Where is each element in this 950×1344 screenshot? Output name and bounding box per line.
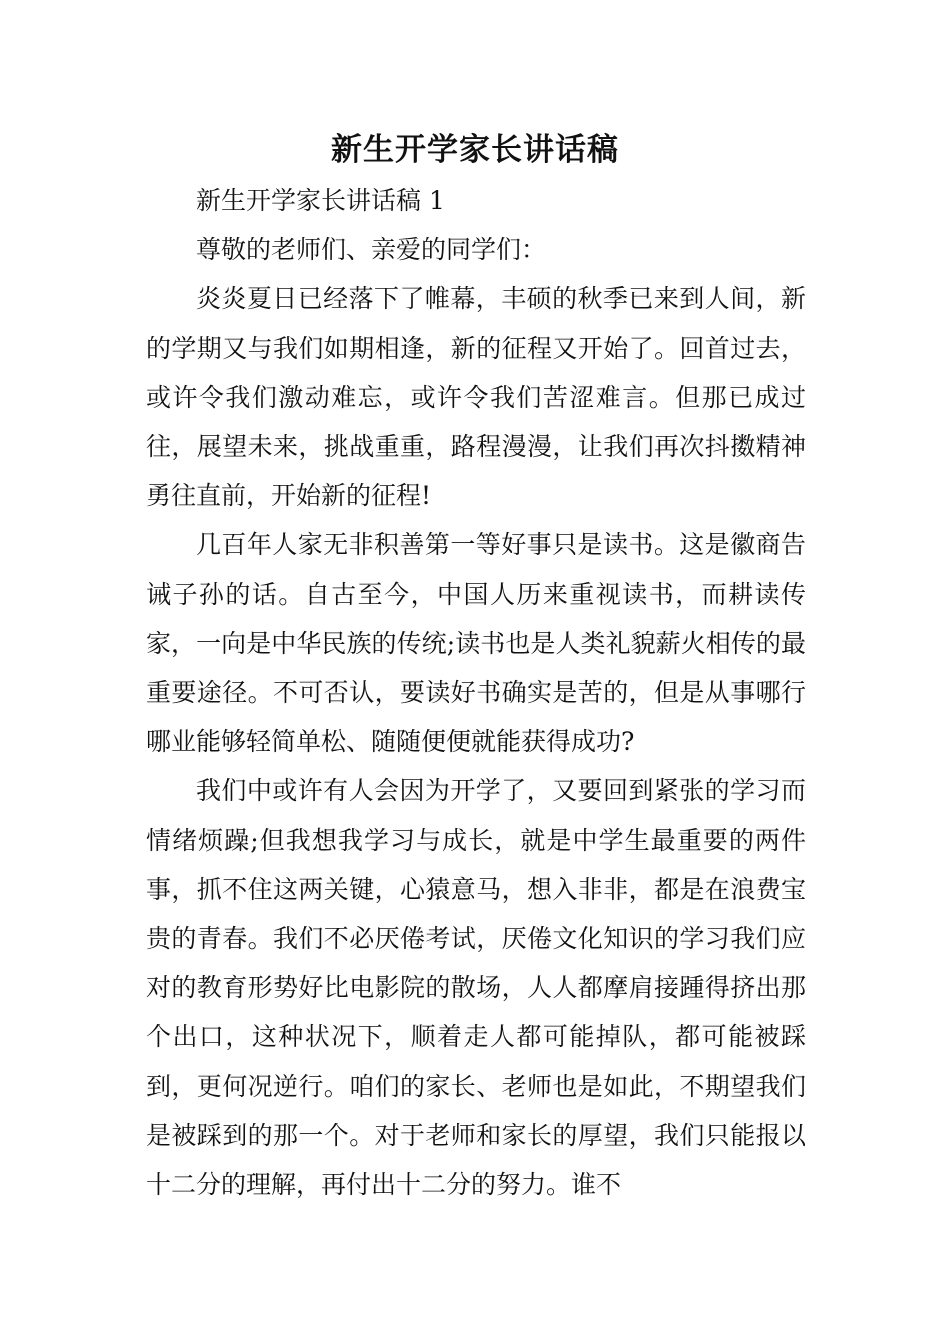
document-title: 新生开学家长讲话稿 [331,132,619,168]
paragraph-subtitle: 新生开学家长讲话稿 1 [196,186,445,215]
document-body [146,176,806,1209]
paragraph: 几百年人家无非积善第一等好事只是读书。这是徽商告诫子孙的话。自古至今，中国人历来重视读书，而耕读传家，一向是中华民族的传统;读书也是人类礼貌薪火相传的最重要途径。不可否认，要读好书确实是苦的，但是从事哪行哪业能够轻简单松、随随便便就能获得成功? [146,530,806,757]
paragraph-salutation: 尊敬的老师们、亲爱的同学们： [196,235,547,265]
paragraph: 我们中或许有人会因为开学了，又要回到紧张的学习而情绪烦躁;但我想我学习与成长，就是中学生最重要的两件事，抓不住这两关键，心猿意马，想入非非，都是在浪费宝贵的青春。我们不必厌倦考试，厌倦文化知识的学习我们应对的教育形势好比电影院的散场，人人都摩肩接踵得挤出那个出口，这种状况下，顺着走人都可能掉队，都可能被踩到，更何况逆行。咱们的家长、老师也是如此，不期望我们是被踩到的那一个。对于老师和家长的厚望，我们只能报以十二分的理解，再付出十二分的努力。谁不 [146,776,806,1200]
paragraph: 炎炎夏日已经落下了帷幕，丰硕的秋季已来到人间，新的学期又与我们如期相逢，新的征程又开始了。回首过去，或许令我们激动难忘，或许令我们苦涩难言。但那已成过往，展望未来，挑战重重，路程漫漫，让我们再次抖擞精神勇往直前，开始新的征程! [146,284,806,511]
